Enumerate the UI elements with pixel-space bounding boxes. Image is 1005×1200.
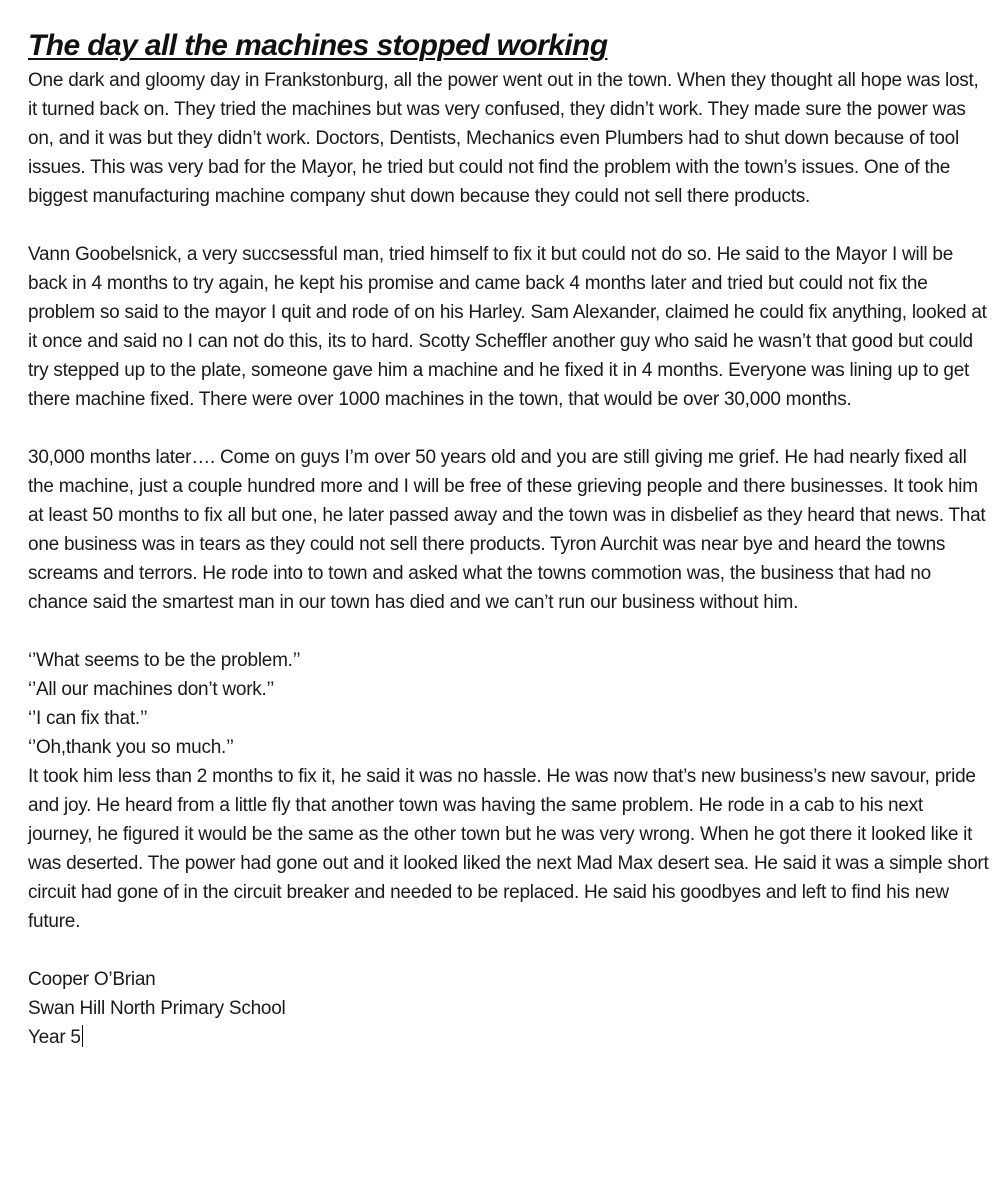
school-name: Swan Hill North Primary School [28, 998, 286, 1019]
year-level-line[interactable] [28, 1023, 990, 1052]
dialogue-line-1: ‘’What seems to be the problem.’’ [28, 650, 301, 671]
document-page[interactable] [28, 26, 990, 1052]
blank-line [28, 936, 990, 965]
year-level: Year 5 [28, 1027, 81, 1048]
blank-line [28, 617, 990, 646]
dialogue-line-2: ‘’All our machines don’t work.’’ [28, 679, 275, 700]
paragraph-3: 30,000 months later…. Come on guys I’m over 50 years old and you are still giving me grief. He had nearly fixed all the machine, just a couple hundred more and I will be free of these grieving people and there businesses. It took him at least 50 months to fix all but one, he later passed away and the town was in disbelief as they heard that news. That one business was in tears as they could not sell there products. Tyron Aurchit was near bye and heard the towns screams and terrors. He rode into to town and asked what the towns commotion was, the business that had no chance said the smartest man in our town has died and we can’t run our business without him. [28, 447, 986, 613]
dialogue-line-3: ‘’I can fix that.’’ [28, 708, 148, 729]
text-cursor [82, 1025, 83, 1047]
blank-line [28, 211, 990, 240]
story-title: The day all the machines stopped working [28, 29, 608, 62]
author-name: Cooper O’Brian [28, 969, 156, 990]
paragraph-1: One dark and gloomy day in Frankstonburg, all the power went out in the town. When they thought all hope was lost, it turned back on. They tried the machines but was very confused, they didn’t work. They made sure the power was on, and it was but they didn’t work. Doctors, Dentists, Mechanics even Plumbers had to shut down because of tool issues. This was very bad for the Mayor, he tried but could not find the problem with the town’s issues. One of the biggest manufacturing machine company shut down because they could not sell there products. [28, 70, 979, 207]
dialogue-line-4: ‘’Oh,thank you so much.’’ [28, 737, 234, 758]
closing-paragraph: It took him less than 2 months to fix it, he said it was no hassle. He was now that’s new business’s new savour, pride and joy. He heard from a little fly that another town was having the same problem. He rode in a cab to his next journey, he figured it would be the same as the other town but he was very wrong. When he got there it looked like it was deserted. The power had gone out and it looked liked the next Mad Max desert sea. He said it was a simple short circuit had gone of in the circuit breaker and needed to be replaced. He said his goodbyes and left to find his new future. [28, 766, 989, 932]
paragraph-2: Vann Goobelsnick, a very succsessful man, tried himself to fix it but could not do so. He said to the Mayor I will be back in 4 months to try again, he kept his promise and came back 4 months later and tried but could not fix the problem so said to the mayor I quit and rode of on his Harley. Sam Alexander, claimed he could fix anything, looked at it once and said no I can not do this, its to hard. Scotty Scheffler another guy who said he wasn’t that good but could try stepped up to the plate, someone gave him a machine and he fixed it in 4 months. Everyone was lining up to get there machine fixed. There were over 1000 machines in the town, that would be over 30,000 months. [28, 244, 987, 410]
blank-line [28, 414, 990, 443]
